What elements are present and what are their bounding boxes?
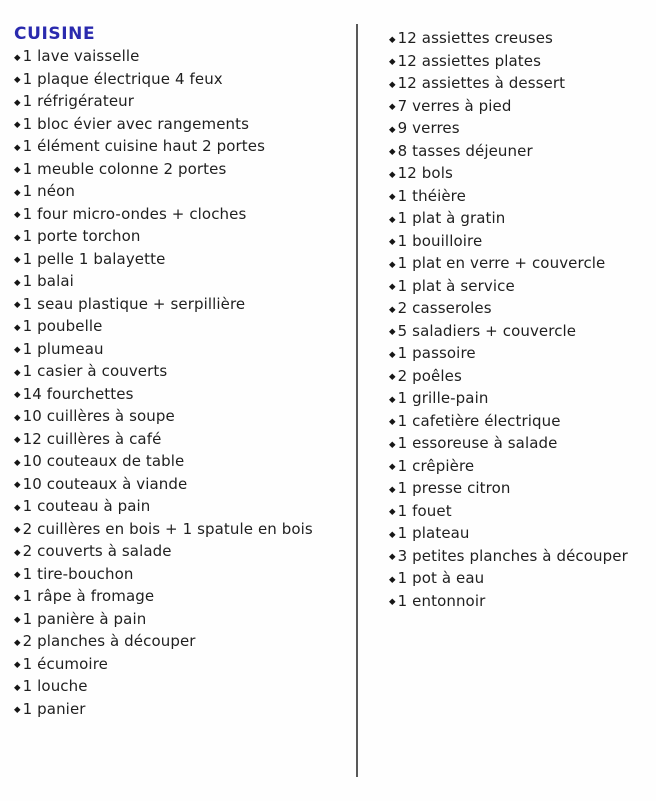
- list-item: [389, 208, 649, 231]
- list-item: [14, 69, 344, 92]
- list-item-label: 1 pelle 1 balayette: [22, 249, 166, 268]
- diamond-bullet-icon: ◆: [14, 120, 21, 130]
- diamond-bullet-icon: ◆: [14, 547, 21, 558]
- left-column: [14, 24, 344, 721]
- list-item: [389, 276, 649, 299]
- diamond-bullet-icon: ◆: [389, 79, 396, 90]
- list-item: [14, 271, 344, 294]
- diamond-bullet-icon: ◆: [389, 102, 396, 112]
- list-item-label: 5 saladiers + couvercle: [397, 321, 577, 340]
- list-item-label: 1 plumeau: [22, 339, 104, 358]
- diamond-bullet-icon: ◆: [389, 372, 396, 382]
- list-item-label: 1 néon: [22, 182, 75, 200]
- diamond-bullet-icon: ◆: [14, 412, 21, 423]
- diamond-bullet-icon: ◆: [14, 232, 21, 243]
- list-item-label: 1 louche: [22, 677, 88, 695]
- list-item-label: 2 planches à découper: [22, 632, 196, 650]
- list-item-label: 1 élément cuisine haut 2 portes: [22, 137, 266, 155]
- list-item-label: 1 plat en verre + couvercle: [397, 254, 606, 272]
- list-item: [389, 96, 649, 119]
- list-item-label: 1 écumoire: [22, 654, 108, 673]
- list-item-label: 2 cuillères en bois + 1 spatule en bois: [22, 519, 313, 538]
- diamond-bullet-icon: ◆: [14, 322, 21, 333]
- list-item-label: 1 seau plastique + serpillière: [22, 294, 246, 313]
- diamond-bullet-icon: ◆: [14, 502, 21, 513]
- list-item: [389, 456, 649, 479]
- list-item: [14, 136, 344, 159]
- list-item-label: 3 petites planches à découper: [397, 546, 628, 565]
- diamond-bullet-icon: ◆: [14, 52, 21, 63]
- right-column: [389, 28, 649, 613]
- left-item-list: [14, 46, 344, 721]
- diamond-bullet-icon: ◆: [14, 525, 21, 535]
- list-item: [389, 411, 649, 434]
- list-item: [14, 496, 344, 519]
- list-item: [14, 46, 344, 69]
- diamond-bullet-icon: ◆: [389, 147, 396, 157]
- list-item-label: 8 tasses déjeuner: [397, 141, 533, 160]
- list-item: [389, 73, 649, 96]
- diamond-bullet-icon: ◆: [389, 484, 396, 495]
- diamond-bullet-icon: ◆: [389, 192, 396, 202]
- list-item: [14, 586, 344, 609]
- list-item: [14, 249, 344, 272]
- list-item: [14, 699, 344, 722]
- list-item-label: 10 couteaux de table: [22, 452, 185, 470]
- list-item: [389, 591, 649, 614]
- list-item: [389, 186, 649, 209]
- diamond-bullet-icon: ◆: [14, 615, 21, 625]
- list-item-label: 2 casseroles: [397, 299, 492, 317]
- diamond-bullet-icon: ◆: [389, 237, 396, 247]
- list-item-label: 1 balai: [22, 272, 74, 290]
- diamond-bullet-icon: ◆: [389, 394, 396, 405]
- list-item-label: 10 couteaux à viande: [22, 474, 188, 493]
- list-item-label: 1 panière à pain: [22, 609, 147, 628]
- list-item: [14, 541, 344, 564]
- list-item: [14, 181, 344, 204]
- list-item: [14, 631, 344, 654]
- list-item: [14, 204, 344, 227]
- diamond-bullet-icon: ◆: [14, 367, 21, 378]
- list-item: [14, 429, 344, 452]
- diamond-bullet-icon: ◆: [14, 345, 21, 355]
- diamond-bullet-icon: ◆: [14, 480, 21, 490]
- diamond-bullet-icon: ◆: [389, 417, 396, 427]
- list-item-label: 1 grille-pain: [397, 389, 489, 407]
- diamond-bullet-icon: ◆: [14, 457, 21, 468]
- list-item: [389, 343, 649, 366]
- list-item-label: 1 tire-bouchon: [22, 564, 134, 583]
- list-item: [14, 564, 344, 587]
- list-item: [14, 339, 344, 362]
- list-item-label: 1 pot à eau: [397, 569, 485, 587]
- diamond-bullet-icon: ◆: [14, 277, 21, 288]
- diamond-bullet-icon: ◆: [14, 97, 21, 108]
- list-item-label: 1 essoreuse à salade: [397, 434, 558, 452]
- diamond-bullet-icon: ◆: [14, 390, 21, 400]
- list-item-label: 1 cafetière électrique: [397, 411, 561, 430]
- list-item: [389, 366, 649, 389]
- diamond-bullet-icon: ◆: [14, 570, 21, 580]
- list-item-label: 14 fourchettes: [22, 384, 134, 403]
- list-item: [389, 253, 649, 276]
- diamond-bullet-icon: ◆: [14, 660, 21, 670]
- list-item-label: 12 assiettes plates: [397, 51, 541, 70]
- list-item: [389, 231, 649, 254]
- list-item-label: 1 passoire: [397, 344, 476, 362]
- list-item: [389, 118, 649, 141]
- list-item: [14, 406, 344, 429]
- list-item-label: 1 casier à couverts: [22, 362, 168, 380]
- diamond-bullet-icon: ◆: [389, 574, 396, 585]
- diamond-bullet-icon: ◆: [389, 462, 396, 472]
- list-item: [14, 361, 344, 384]
- diamond-bullet-icon: ◆: [389, 349, 396, 360]
- list-item-label: 12 assiettes creuses: [397, 29, 553, 47]
- list-item-label: 1 poubelle: [22, 317, 103, 335]
- list-item-label: 1 bouilloire: [397, 231, 483, 250]
- list-item-label: 2 poêles: [397, 366, 462, 385]
- list-item-label: 1 meuble colonne 2 portes: [22, 159, 227, 178]
- diamond-bullet-icon: ◆: [389, 529, 396, 540]
- diamond-bullet-icon: ◆: [389, 304, 396, 315]
- list-item: [389, 478, 649, 501]
- list-item-label: 1 couteau à pain: [22, 497, 151, 515]
- list-item-label: 1 panier: [22, 699, 86, 718]
- diamond-bullet-icon: ◆: [14, 637, 21, 648]
- diamond-bullet-icon: ◆: [389, 169, 396, 180]
- diamond-bullet-icon: ◆: [14, 187, 21, 198]
- list-item: [389, 501, 649, 524]
- diamond-bullet-icon: ◆: [14, 705, 21, 715]
- list-item: [389, 141, 649, 164]
- diamond-bullet-icon: ◆: [389, 439, 396, 450]
- list-item-label: 1 four micro-ondes + cloches: [22, 204, 247, 223]
- list-item-label: 1 fouet: [397, 501, 452, 520]
- list-item-label: 9 verres: [397, 119, 460, 137]
- list-item: [389, 298, 649, 321]
- diamond-bullet-icon: ◆: [389, 282, 396, 292]
- diamond-bullet-icon: ◆: [14, 682, 21, 693]
- diamond-bullet-icon: ◆: [389, 597, 396, 607]
- diamond-bullet-icon: ◆: [389, 214, 396, 225]
- diamond-bullet-icon: ◆: [14, 75, 21, 85]
- diamond-bullet-icon: ◆: [389, 124, 396, 135]
- list-item-label: 1 presse citron: [397, 479, 511, 497]
- list-item-label: 1 plaque électrique 4 feux: [22, 69, 223, 88]
- list-item-label: 1 entonnoir: [397, 591, 486, 610]
- column-divider: [356, 24, 358, 777]
- list-item-label: 1 théière: [397, 186, 466, 205]
- diamond-bullet-icon: ◆: [389, 327, 396, 337]
- list-item: [389, 388, 649, 411]
- diamond-bullet-icon: ◆: [389, 57, 396, 67]
- list-item-label: 1 râpe à fromage: [22, 587, 155, 605]
- list-item-label: 1 porte torchon: [22, 227, 141, 245]
- diamond-bullet-icon: ◆: [14, 142, 21, 153]
- list-item-label: 12 bols: [397, 164, 453, 182]
- list-item: [389, 28, 649, 51]
- list-item: [389, 568, 649, 591]
- list-item: [14, 384, 344, 407]
- list-item: [14, 654, 344, 677]
- list-item-label: 10 cuillères à soupe: [22, 407, 175, 425]
- diamond-bullet-icon: ◆: [14, 300, 21, 310]
- diamond-bullet-icon: ◆: [14, 165, 21, 175]
- diamond-bullet-icon: ◆: [389, 259, 396, 270]
- list-item: [14, 316, 344, 339]
- list-item: [389, 321, 649, 344]
- list-item: [14, 226, 344, 249]
- list-item: [389, 523, 649, 546]
- list-item-label: 7 verres à pied: [397, 96, 512, 115]
- list-item: [14, 474, 344, 497]
- diamond-bullet-icon: ◆: [389, 507, 396, 517]
- list-item: [389, 433, 649, 456]
- list-item: [14, 451, 344, 474]
- list-item: [14, 159, 344, 182]
- diamond-bullet-icon: ◆: [14, 255, 21, 265]
- list-item-label: 1 plateau: [397, 524, 470, 542]
- list-item-label: 1 plat à gratin: [397, 209, 506, 227]
- diamond-bullet-icon: ◆: [389, 552, 396, 562]
- list-item-label: 1 bloc évier avec rangements: [22, 114, 250, 133]
- list-item: [389, 51, 649, 74]
- list-item: [14, 294, 344, 317]
- list-item: [389, 546, 649, 569]
- list-item: [14, 519, 344, 542]
- diamond-bullet-icon: ◆: [14, 210, 21, 220]
- list-item: [14, 114, 344, 137]
- list-item-label: 2 couverts à salade: [22, 542, 172, 560]
- list-item: [14, 676, 344, 699]
- list-item: [389, 163, 649, 186]
- list-item-label: 1 plat à service: [397, 276, 515, 295]
- page-title: CUISINE: [14, 24, 96, 44]
- list-item-label: 1 crêpière: [397, 456, 475, 475]
- list-item-label: 1 réfrigérateur: [22, 92, 135, 110]
- list-item-label: 12 assiettes à dessert: [397, 74, 566, 92]
- list-item: [14, 609, 344, 632]
- list-item-label: 1 lave vaisselle: [22, 47, 140, 65]
- diamond-bullet-icon: ◆: [14, 592, 21, 603]
- list-item-label: 12 cuillères à café: [22, 429, 162, 448]
- list-item: [14, 91, 344, 114]
- diamond-bullet-icon: ◆: [14, 435, 21, 445]
- right-item-list: [389, 28, 649, 613]
- diamond-bullet-icon: ◆: [389, 34, 396, 45]
